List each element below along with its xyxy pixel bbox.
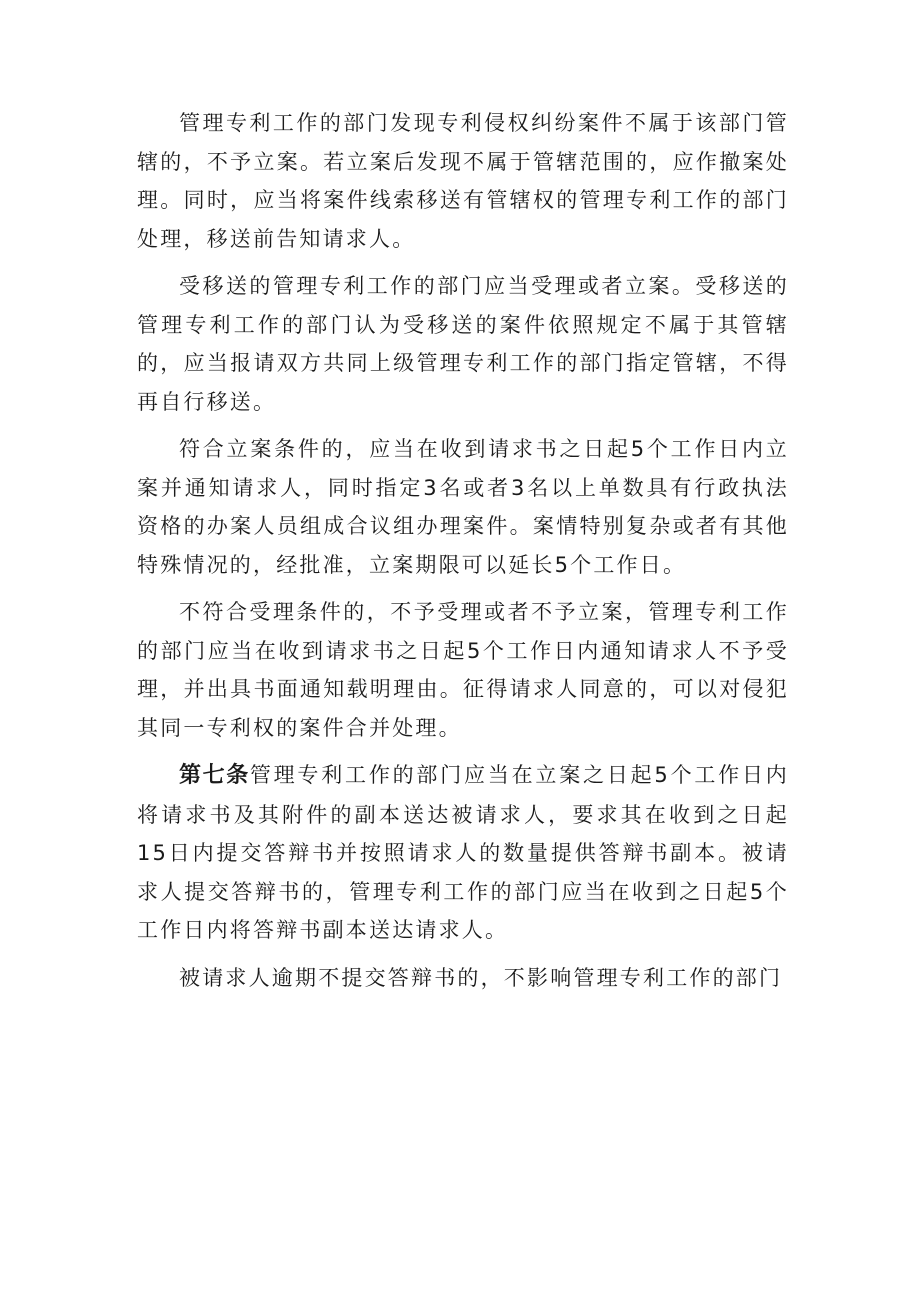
paragraph-jurisdiction-rejection: 管理专利工作的部门发现专利侵权纠纷案件不属于该部门管辖的，不予立案。若立案后发现不属于管辖范围的，应作撤案处理。同时，应当将案件线索移送有管辖权的管理专利工作的部门处理，移送前告知请求人。: [137, 111, 789, 251]
paragraph-filing-conditions: 符合立案条件的，应当在收到请求书之日起5个工作日内立案并通知请求人，同时指定3名或者3名以上单数具有行政执法资格的办案人员组成合议组办理案件。案情特别复杂或者有其他特殊情况的，经批准，立案期限可以延长5个工作日。: [137, 437, 789, 577]
document-body: [137, 104, 789, 1006]
article-7-text: 管理专利工作的部门应当在立案之日起5个工作日内将请求书及其附件的副本送达被请求人，要求其在收到之日起15日内提交答辩书并按照请求人的数量提供答辩书副本。被请求人提交答辩书的，管理专利工作的部门应当在收到之日起5个工作日内将答辩书副本送达请求人。: [137, 763, 789, 942]
article-7-label: 第七条: [179, 763, 250, 788]
paragraph-article-7: [137, 756, 789, 950]
paragraph-transferred-case: 受移送的管理专利工作的部门应当受理或者立案。受移送的管理专利工作的部门认为受移送的案件依照规定不属于其管辖的，应当报请双方共同上级管理专利工作的部门指定管辖，不得再自行移送。: [137, 274, 789, 414]
paragraph-overdue-reply: 被请求人逾期不提交答辩书的，不影响管理专利工作的部门: [179, 965, 783, 990]
paragraph-non-acceptance: 不符合受理条件的，不予受理或者不予立案，管理专利工作的部门应当在收到请求书之日起5个工作日内通知请求人不予受理，并出具书面通知载明理由。征得请求人同意的，可以对侵犯其同一专利权的案件合并处理。: [137, 600, 789, 740]
